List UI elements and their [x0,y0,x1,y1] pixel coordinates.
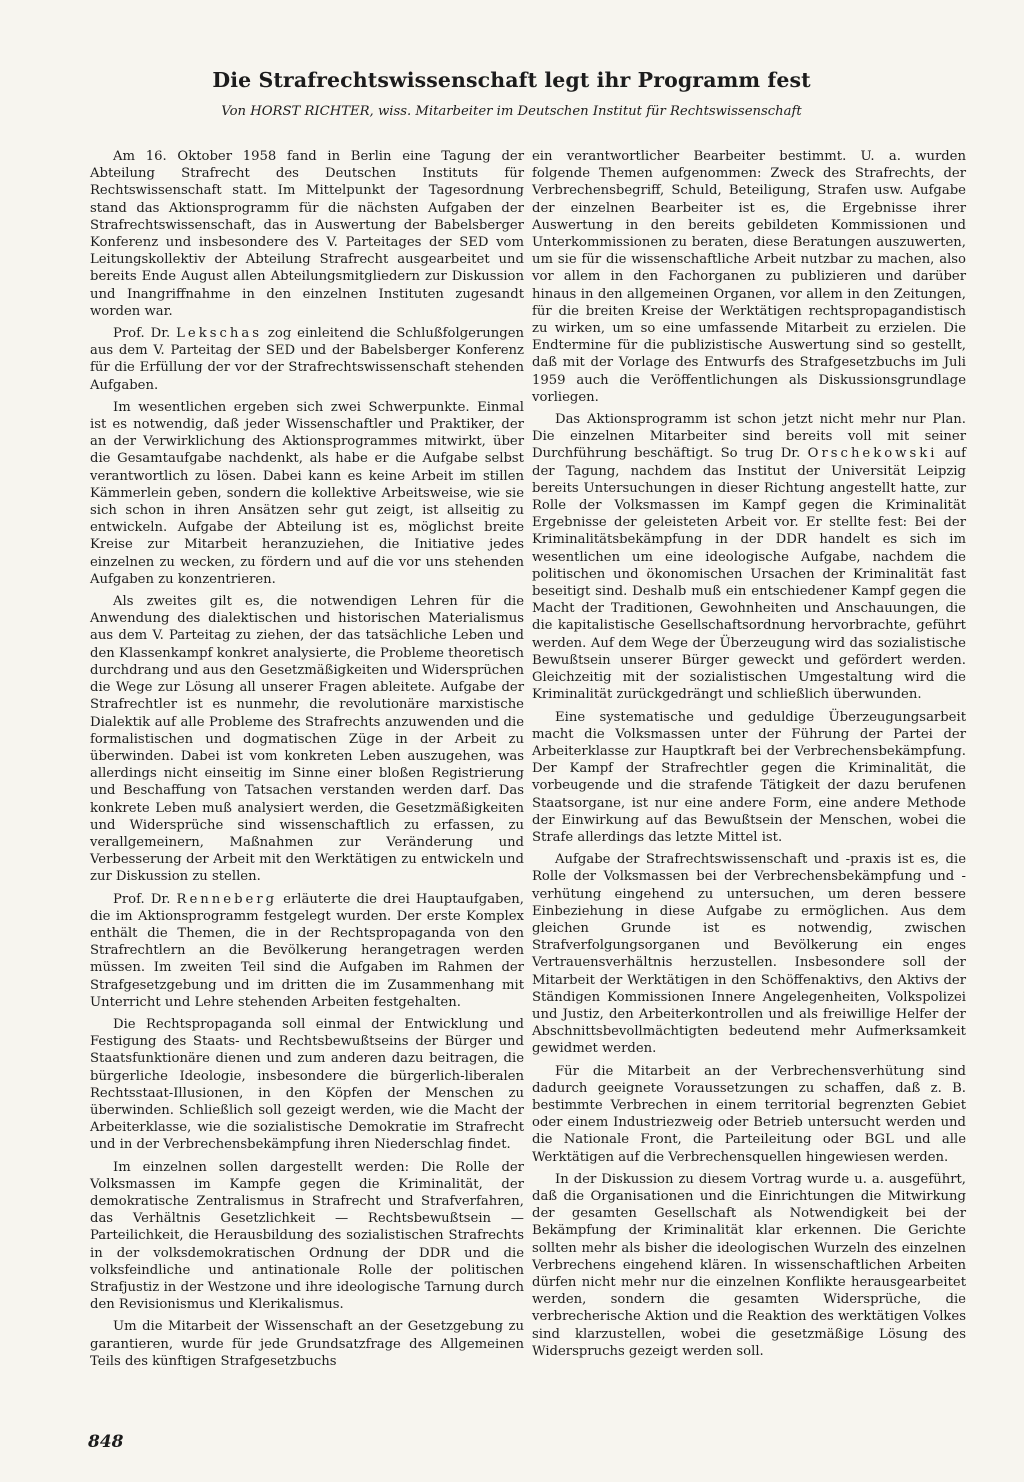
paragraph: Prof. Dr. Renneberg erläuterte die drei Hauptaufgaben, die im Aktionsprogramm festgelegt wurden. Der erste Komplex enthält die Themen, die in der Rechtspropaganda von den Strafrechtlern an die Bevölkerung herangetragen werden müssen. Im zweiten Teil sind die Aufgaben im Rahmen der Strafgesetzgebung und im dritten die im Zusammenhang mit Unterricht und Lehre stehenden Arbeiten festgehalten. [90,891,524,1010]
speaker-name: Renneberg [176,891,278,907]
speaker-name: Orschekowski [807,446,938,462]
paragraph: Als zweites gilt es, die notwendigen Lehren für die Anwendung des dialektischen und historischen Materialismus aus dem V. Parteitag zu ziehen, der das tatsächliche Leben und den Klassenkampf konkret analysierte, die Probleme theoretisch durchdrang und aus den Gesetzmäßigkeiten und Widersprüchen die Wege zur Lösung all unserer Fragen ableitete. Aufgabe der Strafrechtler ist es nunmehr, die revolutionäre marxistische Dialektik auf alle Probleme des Strafrechts anzuwenden und die formalistischen und dogmatischen Züge in der Arbeit zu überwinden. Dabei ist vom konkreten Leben auszugehen, was allerdings nicht einseitig im Sinne einer bloßen Registrierung und Beschaffung von Tatsachen verstanden werden darf. Das konkrete Leben muß analysiert werden, die Gesetzmäßigkeiten und Widersprüche sind wissenschaftlich zu erfassen, zu verallgemeinern, Maßnahmen zur Veränderung und Verbesserung der Arbeit mit den Werktätigen zu entwickeln und zur Diskussion zu stellen. [90,594,524,885]
paragraph: ein verantwortlicher Bearbeiter bestimmt. U. a. wurden folgende Themen aufgenommen: Zweck des Strafrechts, der Verbrechensbegriff, Schuld, Beteiligung, Strafen usw. Aufgabe der einzelnen Bearbeiter ist es, die Ergebnisse ihrer Auswertung in den bereits gebildeten Kommissionen und Unterkommissionen zu beraten, diese Beratungen auszuwerten, um sie für die wissenschaftliche Arbeit nutzbar zu machen, also vor allem in den Fachorganen zu publizieren und darüber hinaus in den allgemeinen Organen, vor allem in den Zeitungen, für die breiten Kreise der Werktätigen rechtspropagandistisch zu wirken, um so eine umfassende Mitarbeit zu erzielen. Die Endtermine für die publizistische Auswertung sind so gestellt, daß mit der Vorlage des Entwurfs des Strafgesetzbuchs im Juli 1959 auch die Veröffentlichungen als Diskussionsgrundlage vorliegen. [532,149,966,405]
paragraph: Für die Mitarbeit an der Verbrechensverhütung sind dadurch geeignete Voraussetzungen zu schaffen, daß z. B. bestimmte Verbrechen in einem territorial begrenzten Gebiet oder einem Industriezweig oder Betrieb untersucht werden und die Nationale Front, die Parteileitung oder BGL und alle Werktätigen auf die Verbrechensquellen hingewiesen werden. [532,1063,966,1165]
paragraph: Um die Mitarbeit der Wissenschaft an der Gesetzgebung zu garantieren, wurde für jede Grundsatzfrage des Allgemeinen Teils des künftigen Strafgesetzbuchs [90,1319,524,1369]
paragraph: Im einzelnen sollen dargestellt werden: Die Rolle der Volksmassen im Kampfe gegen die Kriminalität, der demokratische Zentralismus in Strafrecht und Strafverfahren, das Verhältnis Gesetzlichkeit — Rechtsbewußtsein — Parteilichkeit, die Herausbildung des sozialistischen Strafrechts in der volksdemokratischen Ordnung der DDR und die volksfeindliche und antinationale Rolle der politischen Strafjustiz in der Westzone und ihre ideologische Tarnung durch den Revisionismus und Klerikalismus. [90,1159,524,1313]
speaker-name: Lekschas [176,326,263,342]
page-number: 848 [88,1432,124,1452]
paragraph: Die Rechtspropaganda soll einmal der Entwicklung und Festigung des Staats- und Rechtsbewußtseins der Bürger und Staatsfunktionäre dienen und zum anderen dazu beitragen, die bürgerliche Ideologie, insbesondere die bürgerlich-liberalen Rechtsstaat-Illusionen, in den Köpfen der Menschen zu überwinden. Schließlich soll gezeigt werden, wie die Macht der Arbeiterklasse, wie die sozialistische Demokratie im Strafrecht und in der Verbrechensbekämpfung ihren Niederschlag findet. [90,1016,524,1153]
article-title: Die Strafrechtswissenschaft legt ihr Programm fest [212,68,811,92]
paragraph: Aufgabe der Strafrechtswissenschaft und -praxis ist es, die Rolle der Volksmassen bei der Verbrechensbekämpfung und -verhütung eingehend zu untersuchen, um deren bessere Einbeziehung in diese Aufgabe zu ermöglichen. Aus dem gleichen Grunde ist es notwendig, zwischen Strafverfolgungsorganen und Bevölkerung ein enges Vertrauensverhältnis herzustellen. Insbesondere soll der Mitarbeit der Werktätigen in den Schöffenaktivs, den Aktivs der Ständigen Kommissionen Innere Angelegenheiten, Volkspolizei und Justiz, den Arbeiterkontrollen und als freiwillige Helfer der Abschnittsbevollmächtigten bedeutend mehr Aufmerksamkeit gewidmet werden. [532,852,966,1057]
paragraph: In der Diskussion zu diesem Vortrag wurde u. a. ausgeführt, daß die Organisationen und die Einrichtungen die Mitwirkung der gesamten Gesellschaft als Notwendigkeit bei der Bekämpfung der Kriminalität klar erkennen. Die Gerichte sollten mehr als bisher die ideologischen Wurzeln des einzelnen Verbrechens eingehend klären. In wissenschaftlichen Arbeiten dürfen nicht mehr nur die einzelnen Konflikte herausgearbeitet werden, sondern die gesamten Widersprüche, die verbrecherische Aktion und die Reaktion des werktätigen Volkes sind klarzustellen, wobei die gesetzmäßige Lösung des Widerspruchs gezeigt werden soll. [532,1171,966,1359]
paragraph: Eine systematische und geduldige Überzeugungsarbeit macht die Volksmassen unter der Führung der Partei der Arbeiterklasse zur Hauptkraft bei der Verbrechensbekämpfung. Der Kampf der Strafrechtler gegen die Kriminalität, die vorbeugende und die strafende Tätigkeit der dazu berufenen Staatsorgane, ist nur eine andere Form, eine andere Methode der Einwirkung auf das Bewußtsein der Menschen, wobei die Strafe allerdings das letzte Mittel ist. [532,709,966,845]
paragraph: Am 16. Oktober 1958 fand in Berlin eine Tagung der Abteilung Strafrecht des Deutschen Instituts für Rechtswissenschaft statt. Im Mittelpunkt der Tagesordnung stand das Aktionsprogramm für die nächsten Aufgaben der Strafrechtswissenschaft, das in Auswertung der Babelsberger Konferenz und insbesondere des V. Parteitages der SED vom Leitungskollektiv der Abteilung Strafrecht ausgearbeitet und bereits Ende August allen Abteilungsmitgliedern zur Diskussion und Inangriffnahme in den einzelnen Instituten zugesandt worden war. [90,149,524,319]
left-column [90,148,524,1375]
paragraph: Das Aktionsprogramm ist schon jetzt nicht mehr nur Plan. Die einzelnen Mitarbeiter sind bereits voll mit seiner Durchführung beschäftigt. So trug Dr. Orschekowski auf der Tagung, nachdem das Institut der Universität Leipzig bereits Untersuchungen in dieser Richtung angestellt hatte, zur Rolle der Volksmassen im Kampf gegen die Kriminalität Ergebnisse der geleisteten Arbeit vor. Er stellte fest: Bei der Kriminalitätsbekämpfung in der DDR handelt es sich im wesentlichen um eine ideologische Aufgabe, nachdem die politischen und ökonomischen Ursachen der Kriminalität fast beseitigt sind. Deshalb muß ein entschiedener Kampf gegen die Macht der Traditionen, Gewohnheiten und Anschauungen, die die kapitalistische Gesellschaftsordnung hervorbrachte, geführt werden. Auf dem Wege der Überzeugung wird das sozialistische Bewußtsein unserer Bürger geweckt und gefördert werden. Gleichzeitig mit der sozialistischen Umgestaltung wird die Kriminalität zurückgedrängt und schließlich überwunden. [532,412,966,703]
paragraph: Prof. Dr. Lekschas zog einleitend die Schlußfolgerungen aus dem V. Parteitag der SED und der Babelsberger Konferenz für die Erfüllung der vor der Strafrechtswissenschaft stehenden Aufgaben. [90,326,524,393]
paragraph: Im wesentlichen ergeben sich zwei Schwerpunkte. Einmal ist es notwendig, daß jeder Wissenschaftler und Praktiker, der an der Verwirklichung des Aktionsprogrammes mitwirkt, über die Gesamtaufgabe nachdenkt, als habe er die Aufgabe selbst verantwortlich zu lösen. Dabei kann es keine Arbeit im stillen Kämmerlein geben, sondern die kollektive Arbeitsweise, wie sie sich schon in ihren Ansätzen sehr gut zeigt, ist allseitig zu entwickeln. Aufgabe der Abteilung ist es, möglichst breite Kreise zur Mitarbeit heranzuziehen, die Initiative jedes einzelnen zu wecken, zu fördern und auf die vor uns stehenden Aufgaben zu konzentrieren. [90,399,524,587]
right-column [532,148,966,1365]
article-byline: Von HORST RICHTER, wiss. Mitarbeiter im Deutschen Institut für Rechtswissenschaft [221,104,802,119]
